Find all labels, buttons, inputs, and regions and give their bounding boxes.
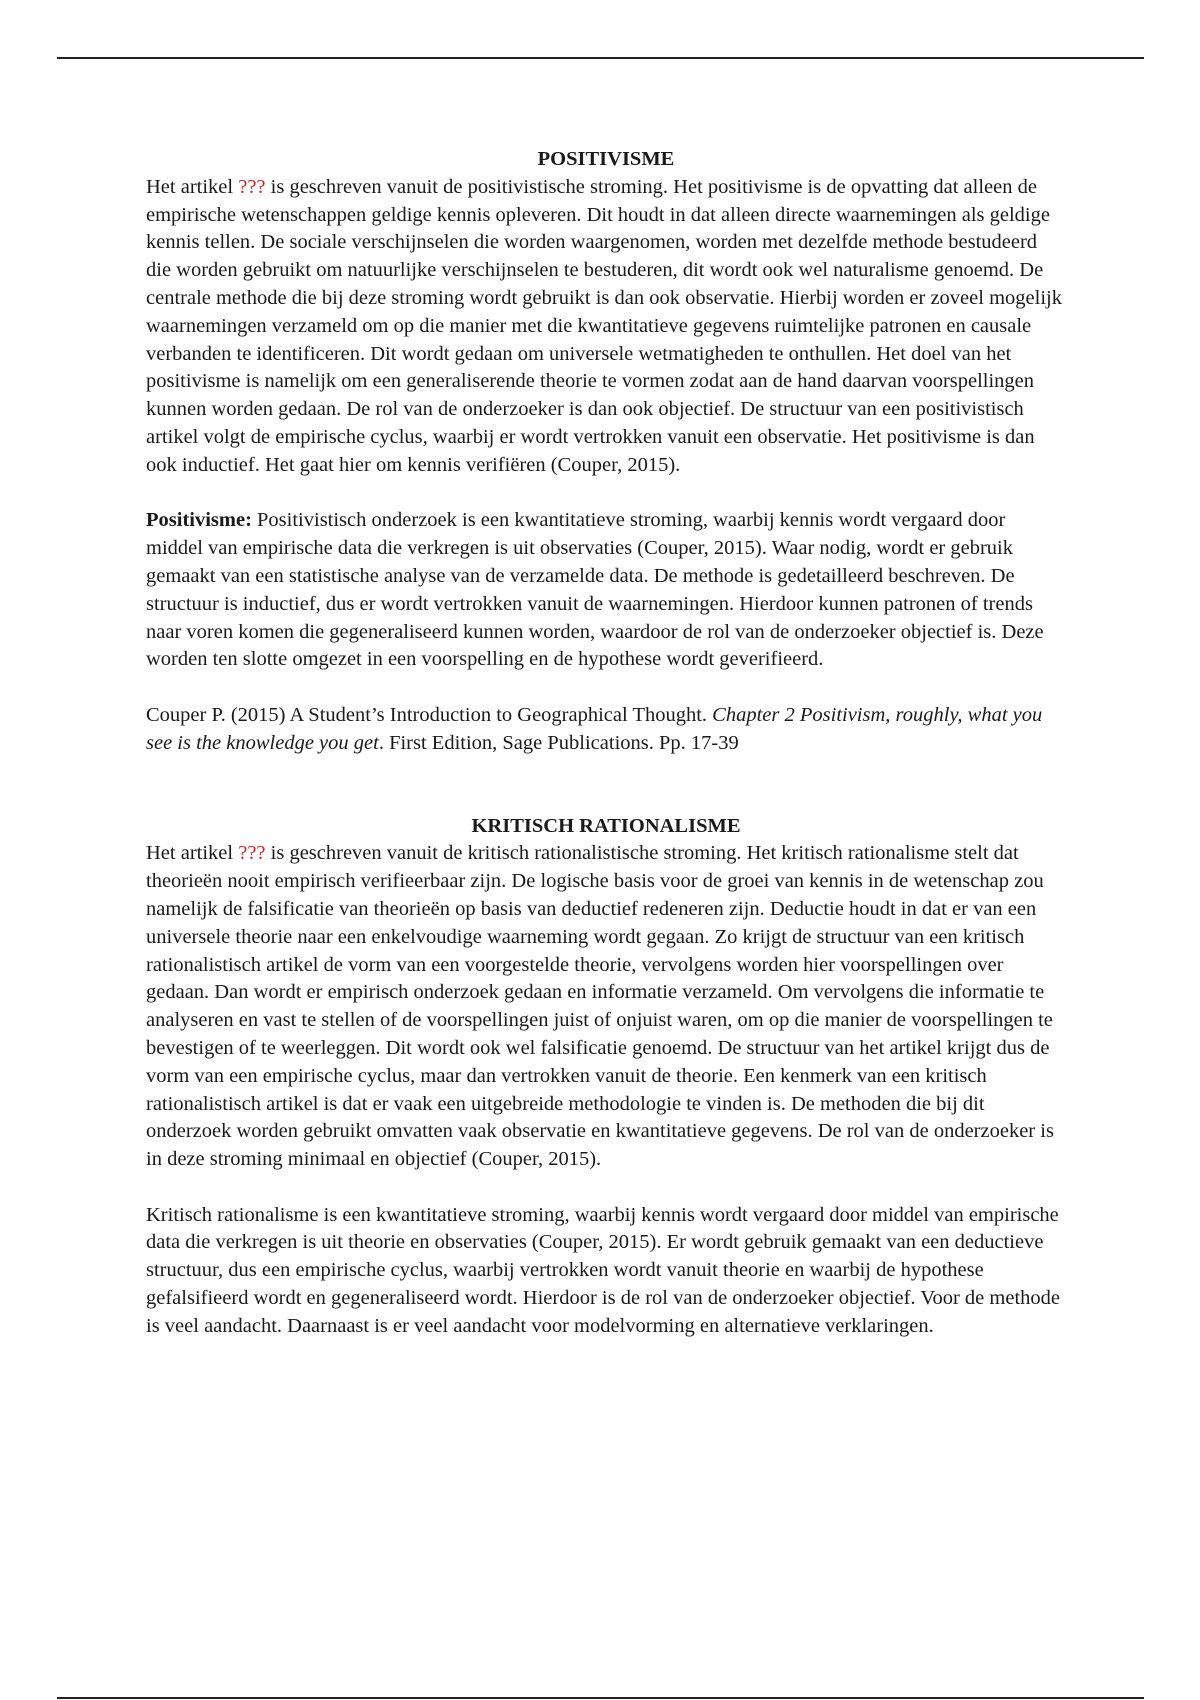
paragraph-prefix: Het artikel (146, 842, 239, 865)
bottom-rule (57, 1697, 1144, 1699)
reference-chapter: Chapter 2 Positivism, roughly, what you see is the knowledge you get (146, 703, 1043, 754)
paragraph-prefix: Het artikel (146, 175, 239, 198)
top-rule (57, 57, 1144, 59)
positivisme-paragraph-2 (146, 507, 1066, 674)
paragraph-text: is geschreven vanuit de kritisch rationalistische stroming. Het kritisch rationalisme stelt dat theorieën nooit empirisch verifieerbaar zijn. De logische basis voor de groei van kennis in de wetenschap zou namelijk de falsificatie van theorieën op basis van deductief redeneren zijn. Deductie houdt in dat er van een universele theorie naar een enkelvoudige waarneming wordt gegaan. Zo krijgt de structuur van een kritisch rationalistisch artikel de vorm van een voorgestelde theorie, vervolgens worden hier voorspellingen over gedaan. Dan wordt er empirisch onderzoek gedaan en informatie verzameld. Om vervolgens die informatie te analyseren en vast te stellen of de voorspellingen juist of onjuist waren, om op die manier de voorspellingen te bevestigen of te weerleggen. Dit wordt ook wel falsificatie genoemd. De structuur van het artikel krijgt dus de vorm van een empirische cyclus, maar dan vertrokken vanuit de theorie. Een kenmerk van een kritisch rationalistisch artikel is dat er vaak een uitgebreide methodologie te vinden is. De methoden die bij dit onderzoek worden gebruikt omvatten vaak observatie en kwantitatieve gegevens. De rol van de onderzoeker is in deze stroming minimaal en objectief (Couper, 2015). (146, 842, 1054, 1171)
paragraph-text: is geschreven vanuit de positivistische stroming. Het positivisme is de opvatting dat alleen de empirische wetenschappen geldige kennis opleveren. Dit houdt in dat alleen directe waarnemingen als geldige kennis tellen. De sociale verschijnselen die worden waargenomen, worden met dezelfde methode bestudeerd die worden gebruikt om natuurlijke verschijnselen te bestuderen, dit wordt ook wel naturalisme genoemd. De centrale methode die bij deze stroming wordt gebruikt is dan ook observatie. Hierbij worden er zoveel mogelijk waarnemingen verzameld om op die manier met die kwantitatieve gegevens ruimtelijke patronen en causale verbanden te identificeren. Dit wordt gedaan om universele wetmatigheden te onthullen. Het doel van het positivisme is namelijk om een generaliserende theorie te vormen zodat aan de hand daarvan voorspellingen kunnen worden gedaan. De rol van de onderzoeker is dan ook objectief. De structuur van een positivistisch artikel volgt de empirische cyclus, waarbij er wordt vertrokken vanuit een observatie. Het positivisme is dan ook inductief. Het gaat hier om kennis verifiëren (Couper, 2015). (146, 175, 1062, 476)
document-body (146, 146, 1066, 1341)
kritisch-paragraph-2: Kritisch rationalisme is een kwantitatieve stroming, waarbij kennis wordt vergaard door middel van empirische data die verkregen is uit theorie en observaties (Couper, 2015). Er wordt gebruik gemaakt van een deductieve structuur, dus een empirische cyclus, waarbij vertrokken wordt vanuit theorie en waarbij de hypothese gefalsifieerd wordt en gegeneraliseerd wordt. Hierdoor is de rol van de onderzoeker objectief. Voor de methode is veel aandacht. Daarnaast is er veel aandacht voor modelvorming en alternatieve verklaringen. (146, 1203, 1060, 1337)
section-heading-positivisme: POSITIVISME (537, 148, 675, 170)
kritisch-paragraph-1 (146, 840, 1066, 1174)
reference (146, 702, 1066, 758)
section-heading-kritisch-rationalisme: KRITISCH RATIONALISME (471, 814, 741, 837)
positivisme-paragraph-1 (146, 174, 1066, 480)
paragraph-text: Positivistisch onderzoek is een kwantitatieve stroming, waarbij kennis wordt vergaard door middel van empirische data die verkregen is uit observaties (Couper, 2015). Waar nodig, wordt er gebruik gemaakt van een statistische analyse van de verzamelde data. De methode is gedetailleerd beschreven. De structuur is inductief, dus er wordt vertrokken vanuit de waarnemingen. Hierdoor kunnen patronen of trends naar voren komen die gegeneraliseerd kunnen worden, waardoor de rol van de onderzoeker objectief is. Deze worden ten slotte omgezet in een voorspelling en de hypothese wordt geverifieerd. (146, 509, 1044, 671)
placeholder-marker: ??? (238, 175, 266, 198)
paragraph-label: Positivisme: (146, 509, 252, 532)
reference-rest: . First Edition, Sage Publications. Pp. 17-39 (378, 731, 739, 754)
reference-author: Couper P. (2015) A Student’s Introduction to Geographical Thought. (146, 703, 713, 726)
placeholder-marker: ??? (238, 842, 266, 865)
